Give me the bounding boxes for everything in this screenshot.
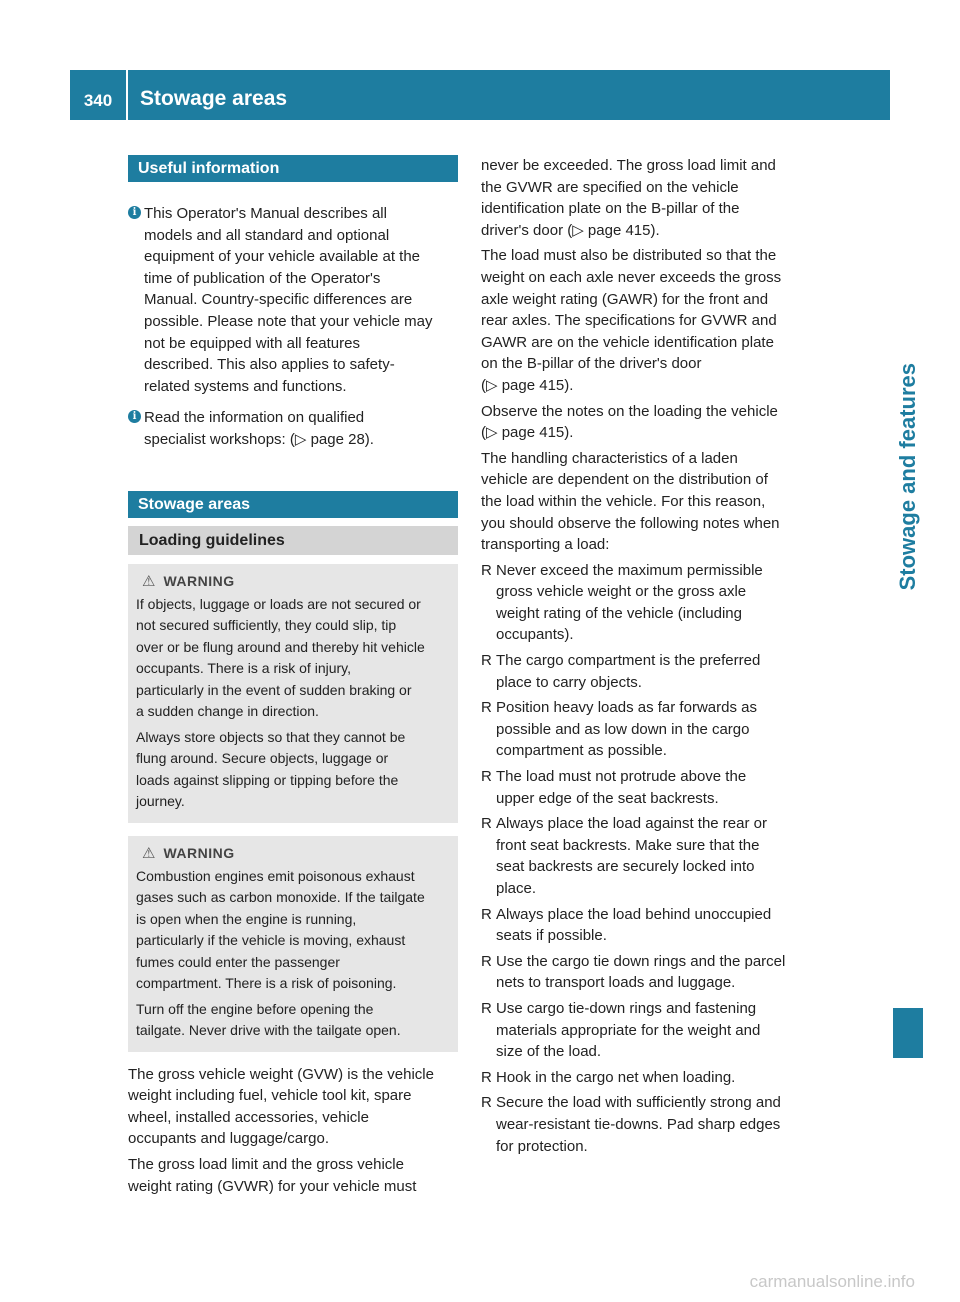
- text-line: possible. Please note that your vehicle may: [144, 312, 433, 330]
- text-line: Combustion engines emit poisonous exhaust: [136, 867, 415, 884]
- warning-triangle-icon: ⚠: [142, 844, 156, 862]
- useful-information-heading: Useful information: [128, 155, 458, 182]
- text-line: occupants. There is a risk of injury,: [136, 660, 352, 677]
- warning-instruction: [136, 727, 450, 813]
- text-line: seat backrests are securely locked into: [496, 858, 755, 876]
- list-item: [481, 904, 813, 947]
- text-line: The gross vehicle weight (GVW) is the vehicle: [128, 1065, 434, 1083]
- warning-text: [136, 594, 450, 723]
- text-line: equipment of your vehicle available at the: [144, 248, 421, 266]
- warning-title: [142, 572, 450, 590]
- text-line: The load must also be distributed so that the: [481, 247, 777, 265]
- text-line: vehicle are dependent on the distribution of: [481, 471, 768, 489]
- text-line: is open when the engine is running,: [136, 910, 357, 927]
- list-item-text: [496, 650, 813, 693]
- list-item-text: [496, 904, 813, 947]
- list-item-text: [496, 951, 813, 994]
- list-item: [481, 1092, 813, 1157]
- text-line: The handling characteristics of a laden: [481, 449, 738, 467]
- page-number: 340: [83, 91, 113, 110]
- bullet-mark: R: [481, 768, 492, 786]
- bullet-mark: R: [481, 952, 492, 970]
- load-notes-list: [481, 560, 813, 1157]
- text-line: wheel, installed accessories, vehicle: [128, 1108, 369, 1126]
- text-line: over or be flung around and thereby hit vehicle: [136, 638, 425, 655]
- text-line: Always store objects so that they cannot be: [136, 728, 406, 745]
- side-tab-block: [893, 1008, 923, 1058]
- text-line: GAWR are on the vehicle identification plate: [481, 333, 774, 351]
- text-line: front seat backrests. Make sure that the: [496, 836, 760, 854]
- text-line: weight rating of the vehicle (including: [496, 604, 742, 622]
- text-line: described. This also applies to safety-: [144, 356, 395, 374]
- text-line: fumes could enter the passenger: [136, 953, 340, 970]
- text-line: gases such as carbon monoxide. If the tailgate: [136, 889, 425, 906]
- list-item: [481, 1067, 813, 1089]
- text-line: journey.: [136, 793, 185, 810]
- text-line: occupants).: [496, 626, 574, 644]
- text-line: on the B-pillar of the driver's door: [481, 355, 702, 373]
- text-line: size of the load.: [496, 1043, 602, 1061]
- warning-title: [142, 844, 450, 862]
- text-line: Secure the load with sufficiently strong and: [496, 1094, 781, 1112]
- warning-triangle-icon: ⚠: [142, 572, 156, 590]
- text-line: compartment. There is a risk of poisoning.: [136, 975, 397, 992]
- text-line: tailgate. Never drive with the tailgate open.: [136, 1022, 401, 1039]
- page-title: Stowage areas: [140, 87, 288, 110]
- text-line: This Operator's Manual describes all: [144, 205, 387, 222]
- text-line: not be equipped with all features: [144, 334, 360, 352]
- text-line: a sudden change in direction.: [136, 703, 319, 720]
- list-item: [481, 766, 813, 809]
- warning-instruction: [136, 999, 450, 1042]
- text-line: time of publication of the Operator's: [144, 269, 381, 287]
- list-item: [481, 813, 813, 899]
- text-line: never be exceeded. The gross load limit and: [481, 157, 776, 174]
- list-item: [481, 998, 813, 1063]
- gvwr-continued-paragraph: [481, 155, 813, 241]
- text-line: The gross load limit and the gross vehicle: [128, 1155, 404, 1173]
- text-line: Observe the notes on the loading the vehicle: [481, 402, 778, 420]
- text-line: Turn off the engine before opening the: [136, 1000, 374, 1017]
- text-line: related systems and functions.: [144, 377, 347, 395]
- text-line: wear-resistant tie-downs. Pad sharp edges: [496, 1115, 781, 1133]
- bullet-mark: R: [481, 1094, 492, 1112]
- text-line: Use cargo tie-down rings and fastening: [496, 999, 757, 1017]
- list-item: [481, 650, 813, 693]
- text-line: Always place the load against the rear or: [496, 815, 767, 833]
- text-line: particularly if the vehicle is moving, exhaust: [136, 932, 406, 949]
- text-line: Never exceed the maximum permissible: [496, 561, 763, 579]
- bullet-mark: R: [481, 999, 492, 1017]
- text-line: loads against slipping or tipping before the: [136, 771, 399, 788]
- bullet-mark: R: [481, 561, 492, 579]
- list-item-text: [496, 1067, 813, 1089]
- right-column: [481, 155, 813, 1157]
- list-item-text: [496, 697, 813, 762]
- text-line: Position heavy loads as far forwards as: [496, 699, 757, 717]
- text-line: for protection.: [496, 1137, 588, 1155]
- text-line: identification plate on the B-pillar of the: [481, 200, 740, 218]
- info-note-workshops: [128, 407, 458, 450]
- list-item-text: [496, 560, 813, 646]
- stowage-areas-heading: Stowage areas: [128, 491, 458, 518]
- text-line: you should observe the following notes when: [481, 514, 780, 532]
- text-line: compartment as possible.: [496, 742, 667, 760]
- side-tab-label-wrap: [893, 70, 923, 590]
- list-item: [481, 697, 813, 762]
- text-line: The cargo compartment is the preferred: [496, 652, 761, 670]
- text-line: the load within the vehicle. For this reason,: [481, 492, 766, 510]
- info-note-manual: [128, 203, 458, 397]
- text-line: place.: [496, 880, 537, 897]
- text-line: place to carry objects.: [496, 673, 642, 691]
- text-line: rear axles. The specifications for GVWR and: [481, 312, 777, 330]
- text-line: If objects, luggage or loads are not secured or: [136, 595, 421, 612]
- warning-text: [136, 866, 450, 995]
- warning-box-objects: [128, 564, 458, 823]
- header-divider: [126, 70, 128, 120]
- list-item-text: [496, 998, 813, 1063]
- text-line: Use the cargo tie down rings and the parcel: [496, 952, 786, 970]
- text-line: axle weight rating (GAWR) for the front and: [481, 290, 769, 308]
- observe-paragraph: [481, 401, 813, 444]
- text-line: materials appropriate for the weight and: [496, 1021, 761, 1039]
- list-item: [481, 951, 813, 994]
- text-line: possible and as low down in the cargo: [496, 720, 750, 738]
- warning-label: WARNING: [163, 844, 235, 861]
- info-icon: i: [128, 410, 141, 423]
- text-line: Manual. Country-specific differences are: [144, 291, 413, 309]
- bullet-mark: R: [481, 815, 492, 833]
- bullet-mark: R: [481, 1068, 492, 1086]
- text-line: transporting a load:: [481, 536, 610, 554]
- info-note-text: [144, 407, 458, 450]
- text-line: specialist workshops: (▷ page 28).: [144, 430, 374, 448]
- footer-watermark: carmanualsonline.info: [749, 1272, 915, 1291]
- list-item-text: [496, 813, 813, 899]
- warning-label: WARNING: [163, 572, 235, 589]
- gvw-paragraph: [128, 1064, 458, 1150]
- handling-paragraph: [481, 448, 813, 556]
- text-line: weight including fuel, vehicle tool kit, spare: [128, 1087, 412, 1105]
- text-line: (▷ page 415).: [481, 424, 574, 442]
- text-line: weight on each axle never exceeds the gross: [481, 268, 782, 286]
- warning-box-exhaust: [128, 836, 458, 1052]
- text-line: (▷ page 415).: [481, 376, 574, 394]
- bullet-mark: R: [481, 699, 492, 717]
- loading-guidelines-heading: Loading guidelines: [128, 526, 458, 555]
- info-icon: i: [128, 206, 141, 219]
- text-line: Always place the load behind unoccupied: [496, 905, 772, 923]
- list-item: [481, 560, 813, 646]
- text-line: flung around. Secure objects, luggage or: [136, 750, 389, 767]
- gvwr-paragraph: [128, 1154, 458, 1197]
- text-line: driver's door (▷ page 415).: [481, 221, 660, 239]
- list-item-text: [496, 766, 813, 809]
- axle-paragraph: [481, 245, 813, 396]
- left-column: [128, 155, 458, 1197]
- text-line: The load must not protrude above the: [496, 768, 747, 786]
- text-line: Read the information on qualified: [144, 409, 365, 427]
- text-line: gross vehicle weight or the gross axle: [496, 583, 747, 601]
- side-tab-label: Stowage and features: [895, 362, 920, 590]
- text-line: occupants and luggage/cargo.: [128, 1130, 329, 1148]
- text-line: Hook in the cargo net when loading.: [496, 1068, 736, 1086]
- text-line: upper edge of the seat backrests.: [496, 789, 719, 807]
- text-line: the GVWR are specified on the vehicle: [481, 178, 739, 196]
- text-line: models and all standard and optional: [144, 226, 390, 244]
- text-line: not secured sufficiently, they could slip, tip: [136, 617, 397, 634]
- bullet-mark: R: [481, 652, 492, 670]
- list-item-text: [496, 1092, 813, 1157]
- text-line: nets to transport loads and luggage.: [496, 974, 736, 992]
- text-line: particularly in the event of sudden braking or: [136, 681, 412, 698]
- text-line: seats if possible.: [496, 927, 607, 945]
- text-line: weight rating (GVWR) for your vehicle must: [128, 1177, 417, 1195]
- bullet-mark: R: [481, 905, 492, 923]
- info-note-text: [144, 203, 458, 397]
